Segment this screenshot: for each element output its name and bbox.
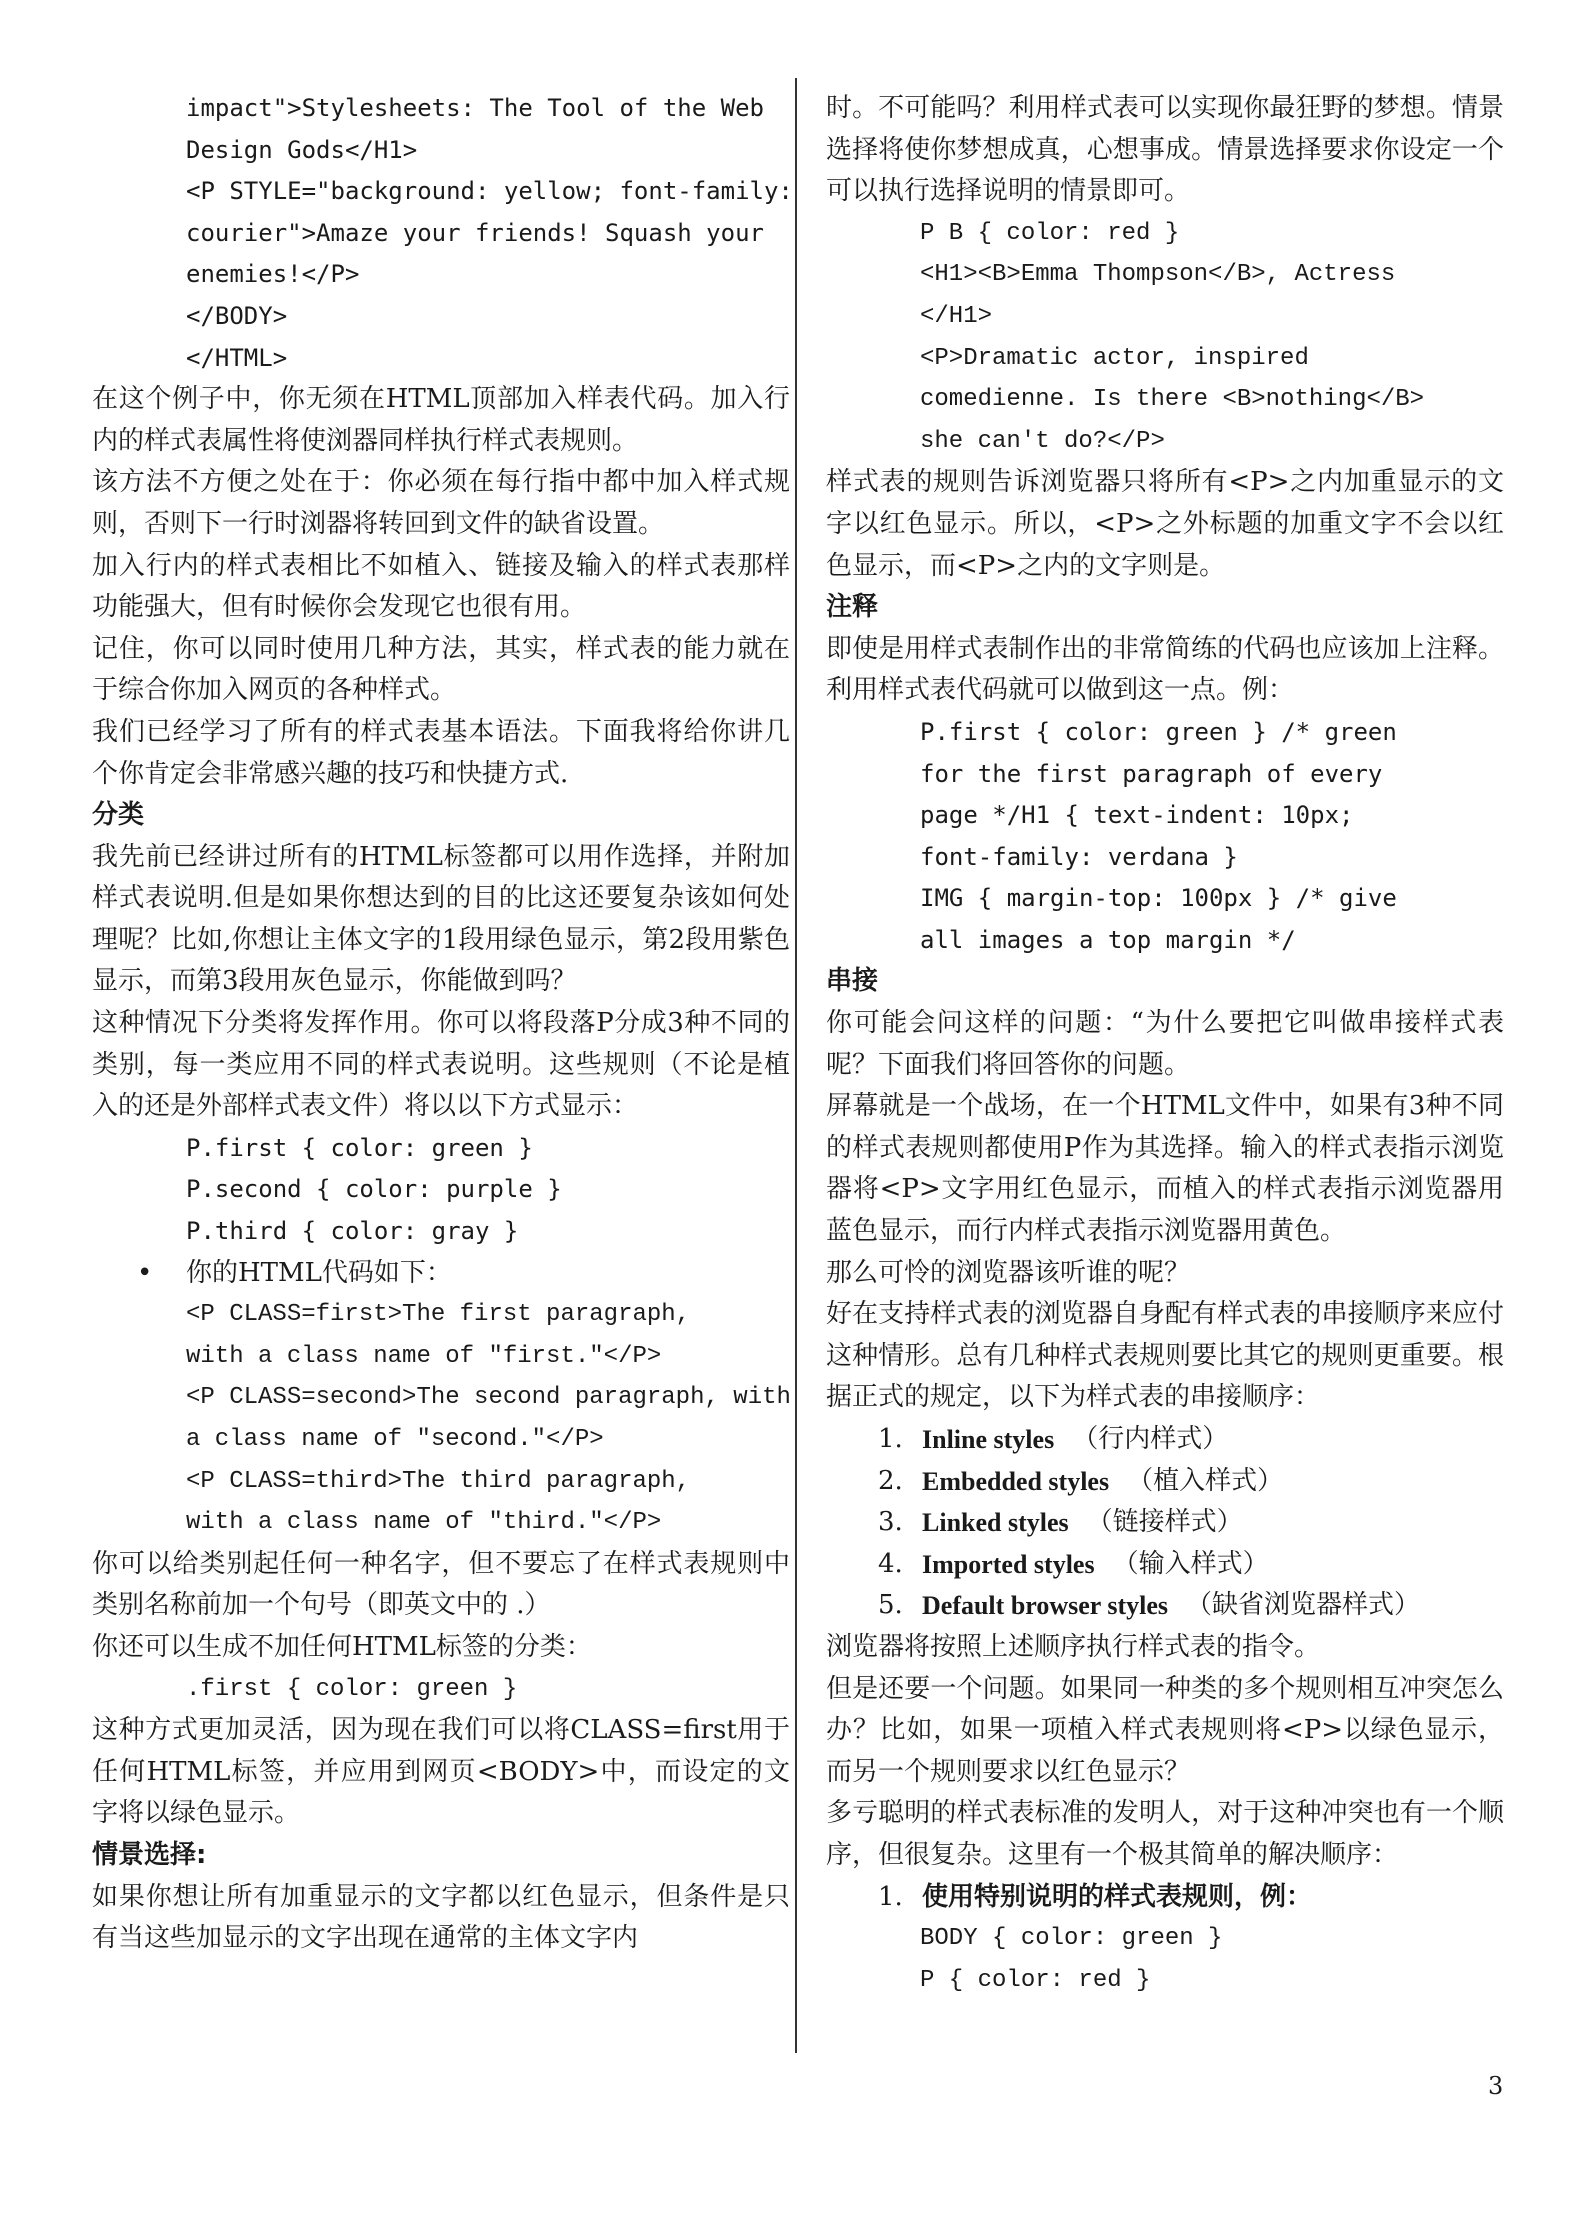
code-line: <P CLASS=third>The third paragraph, [186,1467,691,1495]
list-item [826,1585,1504,1627]
section-heading-cascade: 串接 [826,966,879,997]
code-line: BODY { color: green } [920,1925,1223,1953]
bullet-icon: • [137,1257,153,1288]
page-number: 3 [1488,2072,1504,2100]
list-number: 1. [878,1424,903,1454]
list-number: 1. [878,1881,903,1912]
paragraph: 但是还要一个问题。如果同一种类的多个规则相互冲突怎么办？比如，如果一项植入样式表规则将<P>以绿色显示，而另一个规则要求以红色显示？ [826,1673,1504,1787]
paragraph: 那么可怜的浏览器该听谁的呢？ [826,1257,1191,1288]
code-line: she can't do?</P> [920,427,1165,455]
list-note: （输入样式） [1112,1548,1269,1579]
list-label: Default browser styles [922,1591,1169,1621]
cascade-order-list [826,1419,1504,1627]
paragraph: 记住，你可以同时使用几种方法，其实，样式表的能力就在于综合你加入网页的各种样式。 [92,633,790,706]
paragraph: 如果你想让所有加重显示的文字都以红色显示，但条件是只有当这些加显示的文字出现在通常的主体文字内 [92,1881,790,1954]
code-line: .first { color: green } [186,1675,518,1703]
list-item [826,1502,1504,1544]
bullet-item [92,1253,790,1295]
paragraph: 样式表的规则告诉浏览器只将所有<P>之内加重显示的文字以红色显示。所以，<P>之外标题的加重文字不会以红色显示，而<P>之内的文字则是。 [826,467,1504,581]
paragraph: 加入行内的样式表相比不如植入、链接及输入的样式表那样功能强大，但有时候你会发现它也很有用。 [92,550,790,623]
list-number: 5. [878,1590,903,1621]
paragraph: 多亏聪明的样式表标准的发明人，对于这种冲突也有一个顺序，但很复杂。这里有一个极其简单的解决顺序： [826,1798,1504,1870]
code-block-top [92,88,793,379]
code-line: a class name of "second."</P> [186,1426,604,1453]
section-heading-comment: 注释 [826,592,879,623]
code-line: P B { color: red } [920,219,1180,247]
code-block-classes [92,1128,790,1253]
code-line: </H1> [920,302,993,330]
paragraph: 你可能会问这样的问题：“为什么要把它叫做串接样式表呢？下面我们将回答你的问题。 [826,1008,1504,1080]
section-heading-classify: 分类 [92,800,145,831]
list-text: 使用特别说明的样式表规则，例： [922,1881,1313,1912]
code-line: </BODY> [186,301,288,330]
right-column [826,88,1504,2001]
list-label: Inline styles [922,1425,1055,1454]
code-line: <H1><B>Emma Thompson</B>, Actress [920,261,1396,289]
paragraph: 我先前已经讲过所有的HTML标签都可以用作选择，并附加样式表说明.但是如果你想达到的目的比这还要复杂该如何处理呢？比如,你想让主体文字的1段用绿色显示，第2段用紫色显示，而第3段用灰色显示，你能做到吗？ [92,841,790,997]
code-line: all images a top margin */ [920,925,1296,954]
list-number: 4. [878,1548,903,1579]
code-block-html [92,1294,790,1544]
left-column [92,88,793,1960]
code-line: </HTML> [186,343,288,372]
list-number: 3. [878,1507,903,1538]
list-item [826,1544,1504,1586]
code-line: with a class name of "third."</P> [186,1509,662,1537]
list-number: 2. [878,1465,903,1496]
code-line: font-family: verdana } [920,842,1238,871]
code-line: with a class name of "first."</P> [186,1342,662,1370]
section-heading-context: 情景选择: [92,1839,207,1870]
code-line: <P CLASS=second>The second paragraph, with [186,1384,791,1412]
list-note: （缺省浏览器样式） [1186,1590,1421,1621]
code-block-comment [826,712,1504,962]
code-line: IMG { margin-top: 100px } /* give [920,884,1397,913]
list-label: Linked styles [922,1508,1069,1538]
paragraph: 我们已经学习了所有的样式表基本语法。下面我将给你讲几个你肯定会非常感兴趣的技巧和快捷方式. [92,716,790,789]
paragraph: 浏览器将按照上述顺序执行样式表的指令。 [826,1631,1321,1662]
resolution-list-item [826,1877,1504,1919]
paragraph: 好在支持样式表的浏览器自身配有样式表的串接顺序来应付这种情形。总有几种样式表规则要比其它的规则更重要。根据正式的规定，以下为样式表的串接顺序： [826,1299,1504,1413]
code-line: <P CLASS=first>The first paragraph, [186,1301,691,1329]
paragraph: 这种情况下分类将发挥作用。你可以将段落P分成3种不同的类别，每一类应用不同的样式表说明。这些规则（不论是植入的还是外部样式表文件）将以以下方式显示： [92,1008,790,1122]
code-line: P.second { color: purple } [186,1175,562,1204]
code-line: <P STYLE="background: yellow; font-family: [186,177,793,206]
code-block-resolution [826,1918,1504,2001]
code-line: P.first { color: green } [186,1133,533,1162]
paragraph: 屏幕就是一个战场，在一个HTML文件中，如果有3种不同的样式表规则都使用P作为其选择。输入的样式表指示浏览器将<P>文字用红色显示，而植入的样式表指示浏览器用蓝色显示，而行内样式表指示浏览器用黄色。 [826,1091,1504,1247]
paragraph: 在这个例子中，你无须在HTML顶部加入样表代码。加入行内的样式表属性将使浏器同样执行样式表规则。 [92,384,790,456]
code-line: Design Gods</H1> [186,135,418,164]
code-block-context [826,213,1504,463]
list-note: （植入样式） [1127,1465,1284,1496]
code-line: enemies!</P> [186,260,360,289]
paragraph: 你还可以生成不加任何HTML标签的分类： [92,1631,592,1662]
code-line: impact">Stylesheets: The Tool of the Web [186,94,764,122]
paragraph: 该方法不方便之处在于：你必须在每行指中都中加入样式规则，否则下一行时浏器将转回到文件的缺省设置。 [92,467,790,539]
paragraph: 这种方式更加灵活，因为现在我们可以将CLASS=first用于任何HTML标签，并应用到网页<BODY>中，而设定的文字将以绿色显示。 [92,1715,790,1829]
code-line: comedienne. Is there <B>nothing</B> [920,386,1425,414]
list-label: Imported styles [922,1549,1095,1579]
code-line: for the first paragraph of every [920,759,1383,788]
code-line: P { color: red } [920,1966,1151,1994]
list-item [826,1419,1504,1461]
list-label: Embedded styles [922,1466,1110,1496]
paragraph: 你可以给类别起任何一种名字，但不要忘了在样式表规则中类别名称前加一个句号（即英文中的 .） [92,1548,790,1621]
code-line: <P>Dramatic actor, inspired [920,344,1309,372]
list-item [826,1461,1504,1503]
code-line: page */H1 { text-indent: 10px; [920,801,1354,830]
code-line: P.third { color: gray } [186,1217,519,1246]
code-line: P.first { color: green } /* green [920,717,1397,746]
bullet-text: 你的HTML代码如下： [186,1257,452,1288]
paragraph: 时。不可能吗？利用样式表可以实现你最狂野的梦想。情景选择将使你梦想成真，心想事成。情景选择要求你设定一个可以执行选择说明的情景即可。 [826,93,1504,207]
list-note: （链接样式） [1086,1507,1243,1538]
list-note: （行内样式） [1072,1424,1229,1454]
code-line: courier">Amaze your friends! Squash your [186,218,764,247]
column-divider [795,78,797,2053]
paragraph: 即使是用样式表制作出的非常简练的代码也应该加上注释。利用样式表代码就可以做到这一点。例： [826,633,1504,706]
